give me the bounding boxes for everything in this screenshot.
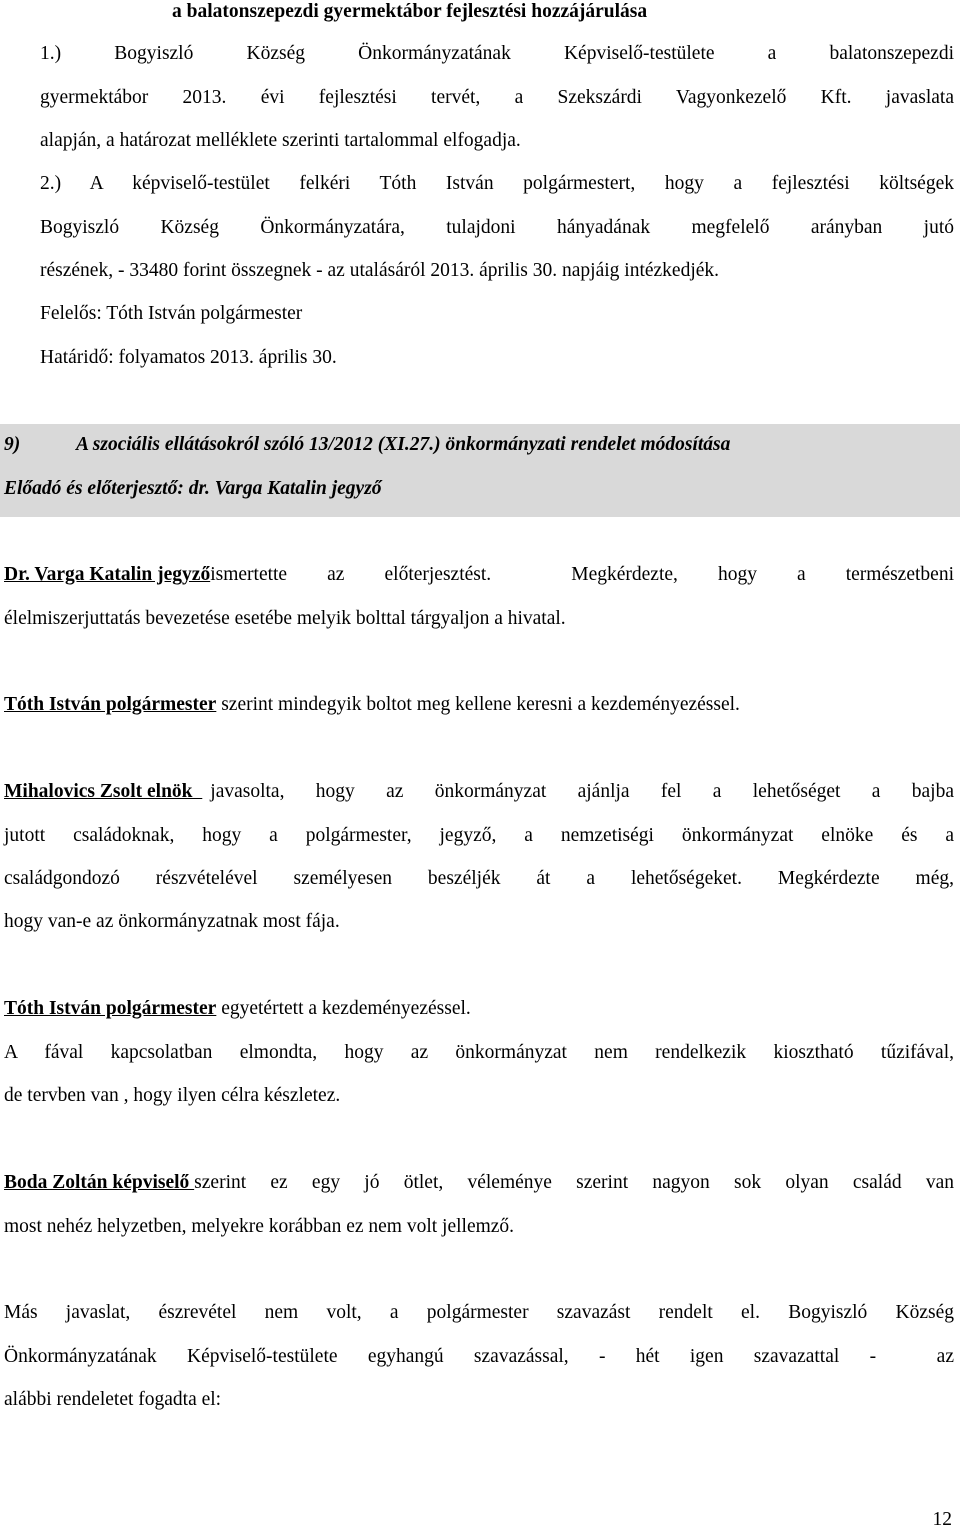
page-number: 12 — [932, 1509, 952, 1530]
speaker-text: szerint mindegyik boltot meg kellene keresni a kezdeményezéssel. — [216, 694, 740, 715]
speaker-name: Dr. Varga Katalin jegyző — [4, 564, 211, 585]
paragraph-line: élelmiszerjuttatás bevezetése esetébe melyik bolttal tárgyaljon a hivatal. — [4, 608, 566, 629]
responsible-line: Felelős: Tóth István polgármester — [40, 303, 303, 324]
paragraph-line: Más javaslat, észrevétel nem volt, a polgármester szavazást rendelt el. Bogyiszló Község — [4, 1302, 954, 1323]
paragraph-line: alapján, a határozat melléklete szerinti tartalommal elfogadja. — [40, 130, 521, 151]
paragraph-line: családgondozó részvételével személyesen beszéljék át a lehetőségeket. Megkérdezte még, — [4, 868, 954, 889]
resolution-title: a balatonszepezdi gyermektábor fejlesztési hozzájárulása — [172, 1, 648, 22]
speaker-name: Mihalovics Zsolt elnök — [4, 781, 203, 802]
paragraph-line: 1.) Bogyiszló Község Önkormányzatának Képviselő-testülete a balatonszepezdi — [40, 43, 954, 64]
agenda-presenter: Előadó és előterjesztő: dr. Varga Katalin jegyző — [4, 478, 382, 499]
speaker-text: javasolta, hogy az önkormányzat ajánlja fel a lehetőséget a bajba — [210, 781, 954, 802]
paragraph-line — [4, 563, 954, 587]
paragraph-line: most nehéz helyzetben, melyekre korábban ez nem volt jellemző. — [4, 1216, 515, 1237]
paragraph-line: 2.) A képviselő-testület felkéri Tóth István polgármestert, hogy a fejlesztési költségek — [40, 173, 954, 194]
paragraph-line: hogy van-e az önkormányzatnak most fája. — [4, 911, 340, 932]
paragraph-line — [4, 1171, 954, 1195]
agenda-number: 9) — [4, 434, 21, 455]
paragraph-line: de tervben van , hogy ilyen célra készletez. — [4, 1085, 341, 1106]
speaker-text: szerint ez egy jó ötlet, véleménye szerint nagyon sok olyan család van — [194, 1172, 954, 1193]
paragraph-line: gyermektábor 2013. évi fejlesztési tervét, a Szekszárdi Vagyonkezelő Kft. javaslata — [40, 87, 954, 108]
paragraph-line: Önkormányzatának Képviselő-testülete egyhangú szavazással, - hét igen szavazattal - az — [4, 1346, 954, 1367]
paragraph-line — [4, 780, 954, 804]
paragraph-line: Bogyiszló Község Önkormányzatára, tulajdoni hányadának megfelelő arányban jutó — [40, 217, 954, 238]
paragraph-line: A fával kapcsolatban elmondta, hogy az önkormányzat nem rendelkezik kiosztható tűzifával, — [4, 1042, 954, 1063]
speaker-name: Tóth István polgármester — [4, 998, 217, 1019]
agenda-title: A szociális ellátásokról szóló 13/2012 (XI.27.) önkormányzati rendelet módosítása — [76, 434, 731, 455]
deadline-line: Határidő: folyamatos 2013. április 30. — [40, 347, 337, 368]
speaker-name: Boda Zoltán képviselő — [4, 1172, 195, 1193]
speaker-text: ismertette az előterjesztést. Megkérdezte, hogy a természetbeni — [210, 564, 954, 585]
speaker-name: Tóth István polgármester — [4, 694, 217, 715]
paragraph-line: részének, - 33480 forint összegnek - az utalásáról 2013. április 30. napjáig intézkedjék. — [40, 260, 720, 281]
paragraph-line — [4, 997, 471, 1021]
speaker-text: egyetértett a kezdeményezéssel. — [216, 998, 471, 1019]
paragraph-line: jutott családoknak, hogy a polgármester, jegyző, a nemzetiségi önkormányzat elnöke és a — [4, 825, 954, 846]
paragraph-line: alábbi rendeletet fogadta el: — [4, 1389, 222, 1410]
paragraph-line — [4, 693, 740, 717]
